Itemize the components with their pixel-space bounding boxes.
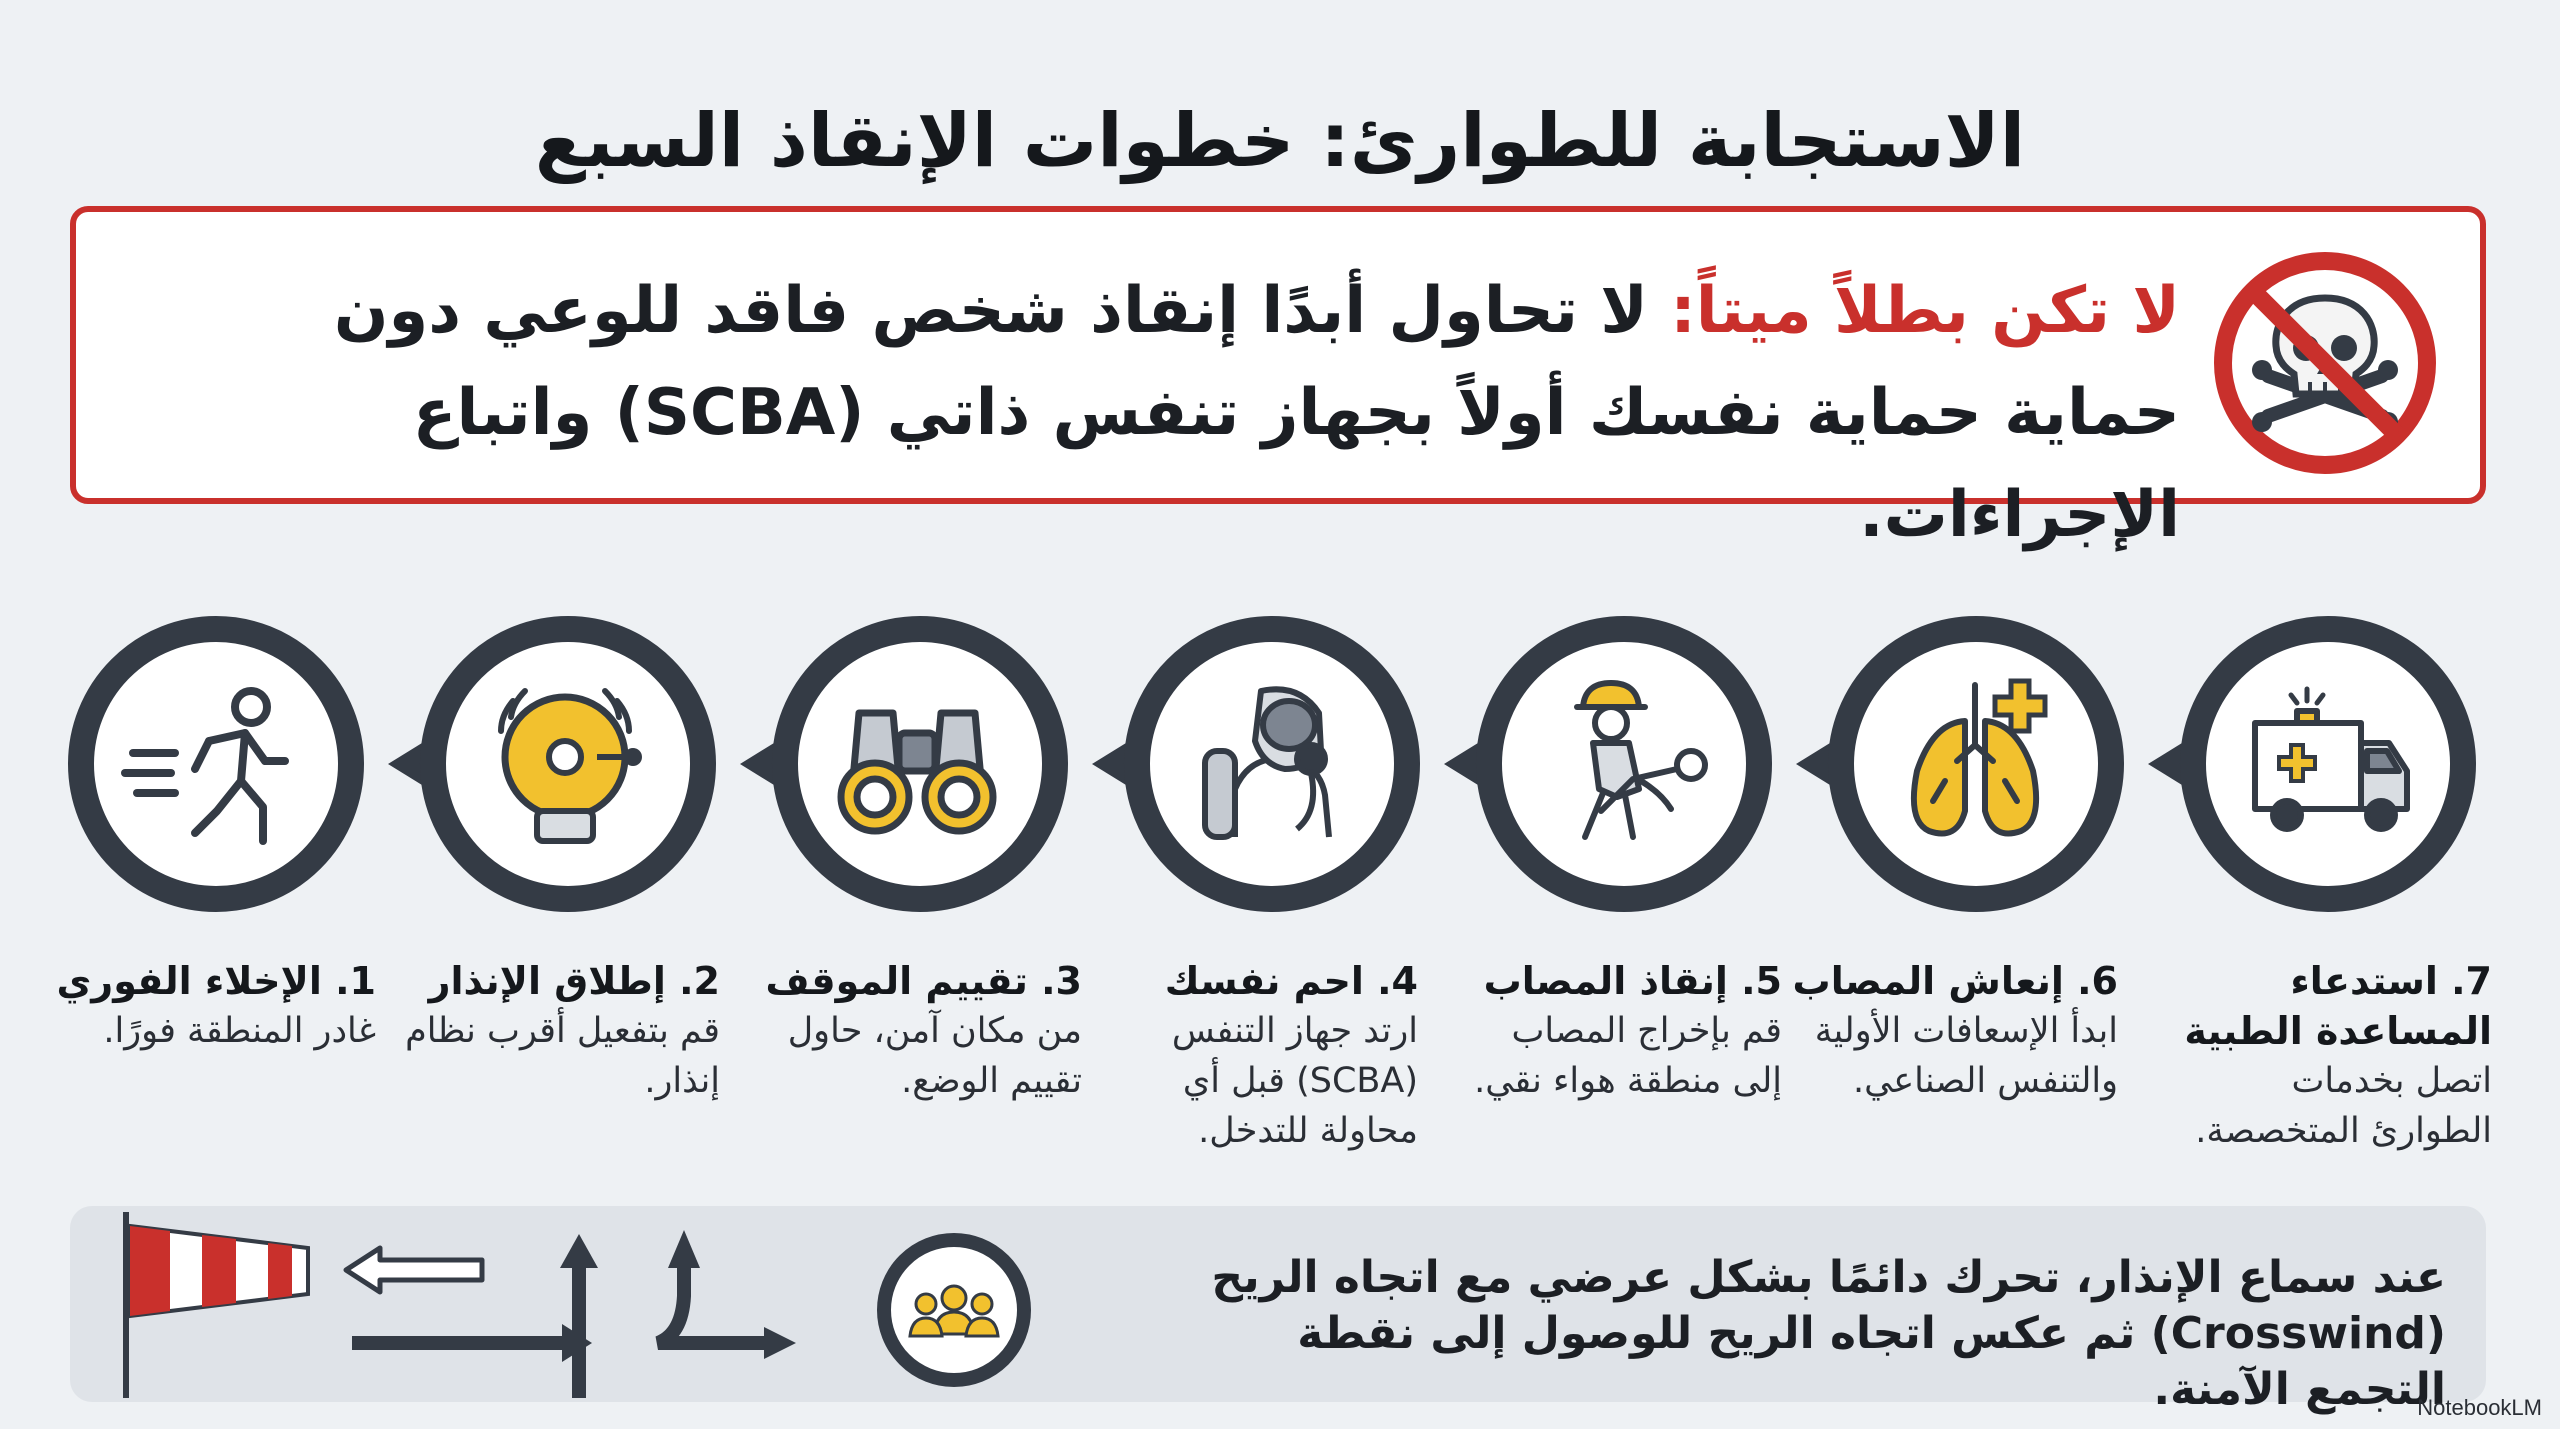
step-5-desc: قم بإخراج المصاب إلى منطقة هواء نقي. — [1474, 1011, 1782, 1101]
rescue-steps — [0, 616, 2560, 1186]
step-7-ring — [2180, 616, 2476, 912]
warning-body: لا تحاول أبدًا إنقاذ شخص فاقد للوعي دون حماية حماية نفسك أولاً بجهاز تنفس ذاتي (SCBA) واتباع الإجراءات. — [333, 274, 2180, 552]
step-7-title: 7. استدعاء المساعدة الطبية — [2184, 959, 2492, 1053]
arrow-left-icon — [1796, 743, 1830, 785]
rescuer-carrying-person-icon — [1521, 661, 1727, 867]
arrow-left-icon — [740, 743, 774, 785]
skull-crossbones-prohibited-icon — [2210, 248, 2440, 478]
crosswind-panel — [70, 1206, 2486, 1415]
step-7-desc: اتصل بخدمات الطوارئ المتخصصة. — [2195, 1061, 2492, 1151]
step-2-title: 2. إطلاق الإنذار — [428, 959, 720, 1003]
arrow-left-icon — [1092, 743, 1126, 785]
scba-respirator-icon — [1169, 661, 1375, 867]
step-7-caption — [2162, 956, 2492, 1156]
step-3-title: 3. تقييم الموقف — [765, 959, 1082, 1003]
windsock-icon — [126, 1212, 308, 1398]
step-4-title: 4. احم نفسك — [1164, 959, 1418, 1003]
step-4-ring — [1124, 616, 1420, 912]
step-5-title: 5. إنقاذ المصاب — [1483, 959, 1782, 1003]
arrow-left-icon — [2148, 743, 2182, 785]
step-2-caption — [390, 956, 720, 1106]
crosswind-diagram — [84, 1212, 1144, 1398]
assembly-point-icon — [884, 1240, 1024, 1380]
step-5-caption — [1452, 956, 1782, 1106]
step-6-ring — [1828, 616, 2124, 912]
warning-text — [280, 260, 2180, 566]
step-6-caption — [1788, 956, 2118, 1106]
step-6-title: 6. إنعاش المصاب — [1792, 959, 2118, 1003]
warning-lead: لا تكن بطلاً ميتاً: — [1670, 274, 2180, 348]
step-2-ring — [420, 616, 716, 912]
warning-banner — [70, 206, 2486, 552]
step-1-ring — [68, 616, 364, 912]
step-3-desc: من مكان آمن، حاول تقييم الوضع. — [787, 1011, 1082, 1101]
step-4-caption — [1088, 956, 1418, 1156]
page-title: الاستجابة للطوارئ: خطوات الإنقاذ السبع — [534, 97, 2026, 184]
step-3-ring — [772, 616, 1068, 912]
lungs-first-aid-icon — [1873, 661, 2079, 867]
step-3-caption — [752, 956, 1082, 1106]
brand-label: NotebookLM — [2417, 1395, 2542, 1420]
running-person-icon — [113, 661, 319, 867]
step-5-ring — [1476, 616, 1772, 912]
wind-direction-arrow-icon — [346, 1248, 482, 1292]
crosswind-text: عند سماع الإنذار، تحرك دائمًا بشكل عرضي مع اتجاه الريح (Crosswind) ثم عكس اتجاه الريح للوصول إلى نقطة التجمع الآمنة. — [1211, 1252, 2446, 1415]
step-1-title: 1. الإخلاء الفوري — [56, 959, 376, 1003]
step-2-desc: قم بتفعيل أقرب نظام إنذار. — [405, 1011, 720, 1101]
alarm-bell-icon — [465, 661, 671, 867]
step-6-desc: ابدأ الإسعافات الأولية والتنفس الصناعي. — [1814, 1011, 2118, 1101]
step-1-caption — [46, 956, 376, 1056]
ambulance-icon — [2225, 661, 2431, 867]
arrow-left-icon — [1444, 743, 1478, 785]
binoculars-icon — [817, 661, 1023, 867]
arrow-left-icon — [388, 743, 422, 785]
turn-path-icon — [658, 1264, 764, 1343]
step-4-desc: ارتد جهاز التنفس (SCBA) قبل أي محاولة للتدخل. — [1171, 1011, 1418, 1151]
step-1-desc: غادر المنطقة فورًا. — [103, 1011, 376, 1051]
